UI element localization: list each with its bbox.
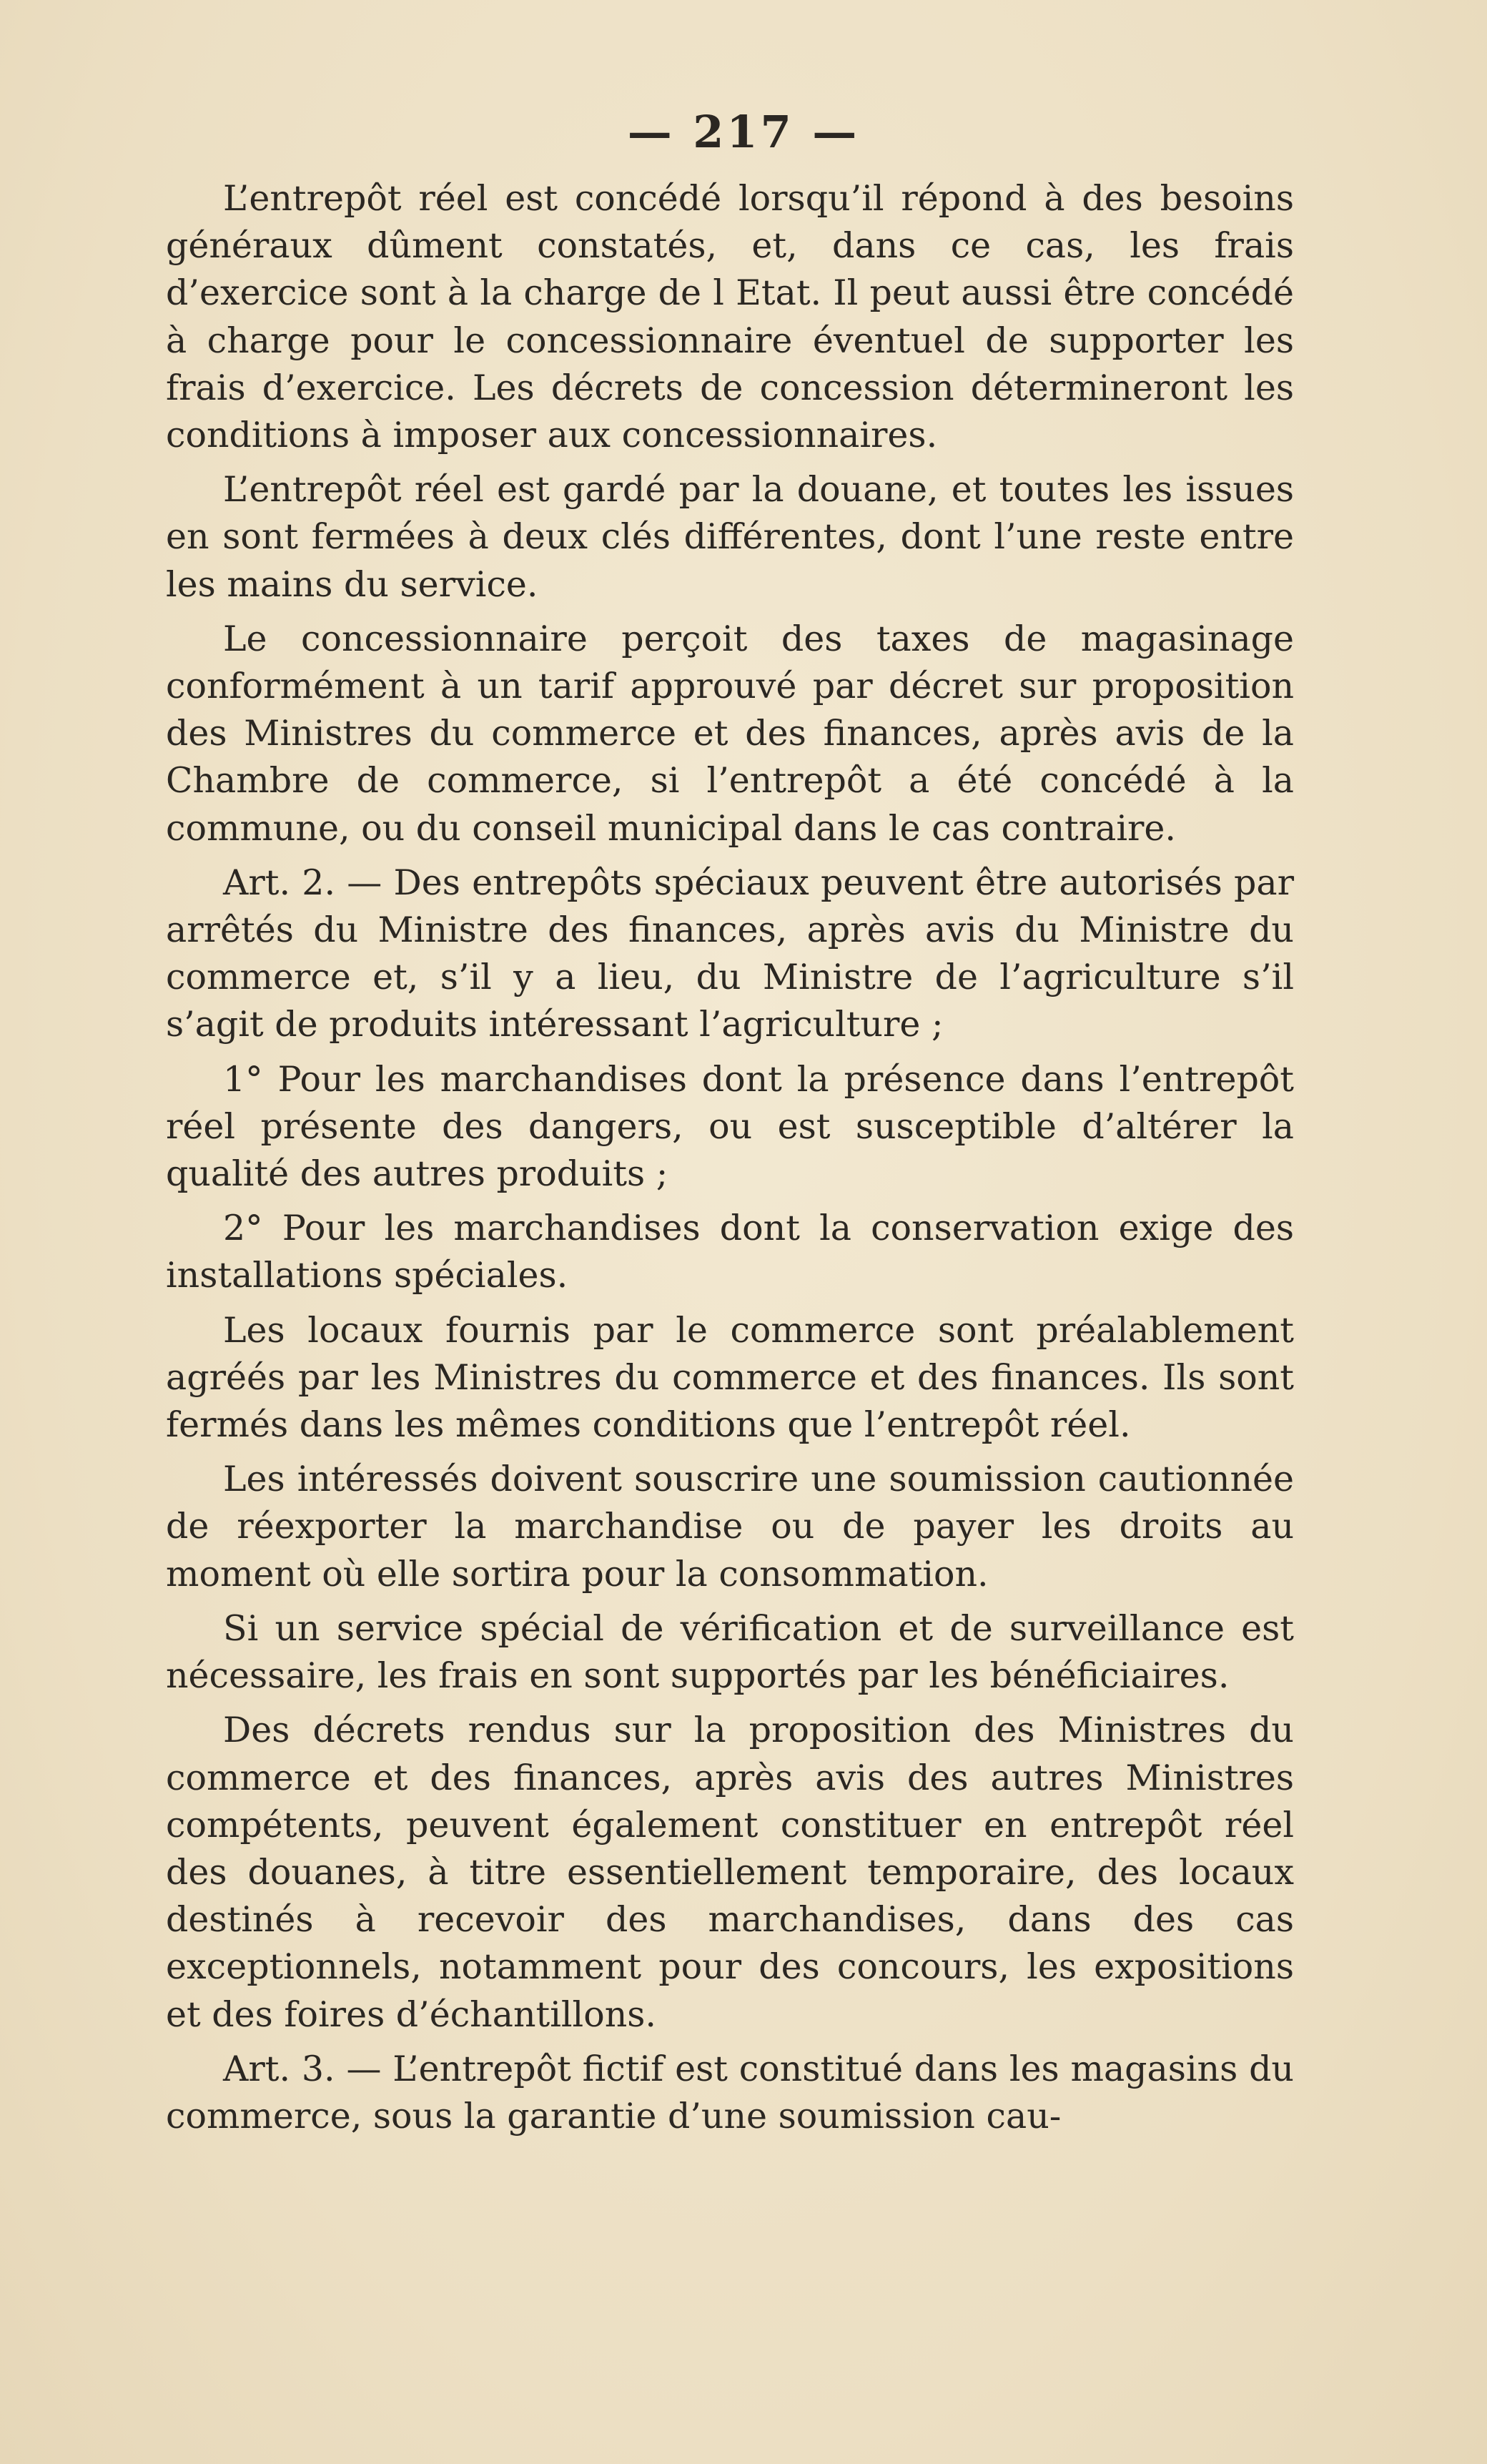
page-number: — 217 — xyxy=(627,106,860,158)
paragraph: 2° Pour les marchandises dont la conservation exige des installations spéciales. xyxy=(166,1208,1294,1296)
paragraph: Si un service spécial de vérification et de surveillance est nécessaire, les frais en sont supportés par les bénéficiaires. xyxy=(166,1607,1294,1697)
paragraph: Les intéressés doivent souscrire une soumission cautionnée de réexporter la marchandise ou de payer les droits au moment où elle sortira pour la consommation. xyxy=(166,1459,1294,1595)
paragraph: Des décrets rendus sur la proposition des Ministres du commerce et des finances, après avis des autres Ministres compétents, peuvent également constituer en entrepôt réel des douanes, à titre essentiellement temporaire, des locaux destinés à recevoir des marchandises, dans des cas exceptionnels, notamment pour des concours, les expositions et des foires d’échantillons. xyxy=(166,1710,1294,2035)
paragraph: 1° Pour les marchandises dont la présence dans l’entrepôt réel présente des dangers, ou est susceptible d’altérer la qualité des autres produits ; xyxy=(166,1058,1294,1195)
paragraph: Le concessionnaire perçoit des taxes de magasinage conformément à un tarif approuvé par décret sur proposition des Ministres du commerce et des finances, après avis de la Chambre de commerce, si l’entrepôt a été concédé à la commune, ou du conseil municipal dans le cas contraire. xyxy=(166,618,1294,849)
paragraph: L’entrepôt réel est concédé lorsqu’il répond à des besoins généraux dûment constatés, et, dans ce cas, les frais d’exercice sont à la charge de l Etat. Il peut aussi être concédé à charge pour le concessionnaire éventuel de supporter les frais d’exercice. Les décrets de concession détermineront les conditions à imposer aux concessionnaires. xyxy=(166,178,1294,456)
paragraph: Art. 3. — L’entrepôt fictif est constitué dans les magasins du commerce, sous la garantie d’une soumission cau- xyxy=(166,2048,1294,2137)
paragraph: L’entrepôt réel est gardé par la douane, et toutes les issues en sont fermées à deux clés différentes, dont l’une reste entre les mains du service. xyxy=(166,469,1294,605)
body-text xyxy=(166,175,1294,2147)
paragraph: Les locaux fournis par le commerce sont préalablement agréés par les Ministres du commerce et des finances. Ils sont fermés dans les mêmes conditions que l’entrepôt réel. xyxy=(166,1309,1294,1446)
paragraph: Art. 2. — Des entrepôts spéciaux peuvent être autorisés par arrêtés du Ministre des finances, après avis du Ministre du commerce et, s’il y a lieu, du Ministre de l’agriculture s’il s’agit de produits intéressant l’agriculture ; xyxy=(166,862,1294,1045)
